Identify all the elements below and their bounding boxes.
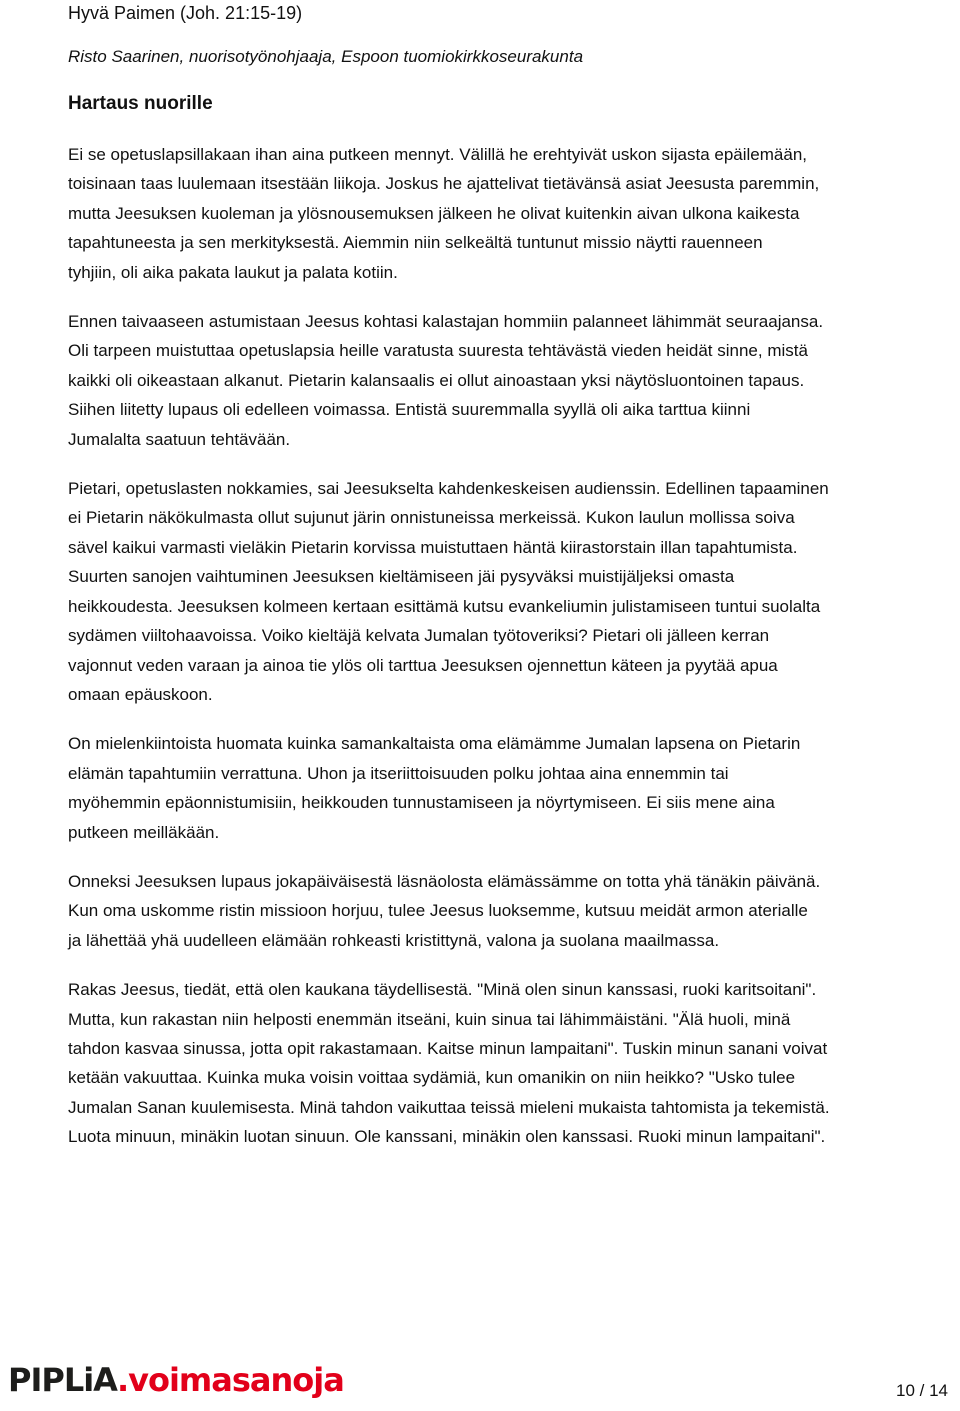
text-line: ja lähettää yhä uudelleen elämään rohkeasti kristittynä, valona ja suolana maailmassa. (68, 930, 720, 950)
logo-dot: . (116, 1361, 129, 1399)
text-line: toisinaan taas luulemaan itsestään liikoja. Joskus he ajattelivat tietävänsä asiat Jeesusta paremmin, (68, 174, 820, 194)
text-line: Rakas Jeesus, tiedät, että olen kaukana täydellisestä. "Minä olen sinun kanssasi, ruoki karitsoitani". (68, 980, 817, 1000)
text-line: Onneksi Jeesuksen lupaus jokapäiväisestä läsnäolosta elämässämme on totta yhä tänäkin päivänä. (68, 871, 821, 891)
text-line: vajonnut veden varaan ja ainoa tie ylös oli tarttua Jeesuksen ojennettun käteen ja pyytää apua (68, 655, 778, 675)
text-line: myöhemmin epäonnistumisiin, heikkouden tunnustamiseen ja nöyrtymiseen. Ei siis mene aina (68, 793, 775, 813)
text-line: tyhjiin, oli aika pakata laukut ja palata kotiin. (68, 262, 398, 282)
text-line: omaan epäuskoon. (68, 684, 213, 704)
text-line: Siihen liitetty lupaus oli edelleen voimassa. Entistä suuremmalla syyllä oli aika tarttua kiinni (68, 400, 751, 420)
text-line: elämän tapahtumiin verrattuna. Uhon ja itseriittoisuuden polku johtaa aina ennemmin tai (68, 763, 729, 783)
text-line: sävel kaikui varmasti vieläkin Pietarin korvissa muistuttaen häntä kiirastorstain illan tapahtumista. (68, 537, 798, 557)
paragraph (68, 474, 960, 709)
text-line: mutta Jeesuksen kuoleman ja ylösnousemuksen jälkeen he olivat kuitenkin aivan ulkona kaikesta (68, 203, 800, 223)
document-title: Hyvä Paimen (Joh. 21:15-19) (68, 3, 303, 23)
text-line: Jumalalta saatuun tehtävään. (68, 429, 291, 449)
text-line: Suurten sanojen vaihtuminen Jeesuksen kieltämiseen jäi pysyväksi muistijäljeksi omasta (68, 567, 735, 587)
paragraph (68, 307, 960, 454)
text-line: sydämen viiltohaavoissa. Voiko kieltäjä kelvata Jumalan työtoveriksi? Pietari oli jälleen kerran (68, 626, 770, 646)
text-line: ketään vakuuttaa. Kuinka muka voisin voittaa sydämiä, kun omanikin on niin heikko? "Usko tulee (68, 1068, 796, 1088)
text-line: On mielenkiintoista huomata kuinka samankaltaista oma elämämme Jumalan lapsena on Pietarin (68, 734, 801, 754)
text-line: ei Pietarin näkökulmasta ollut sujunut järin onnistuneissa merkeissä. Kukon laulun mollissa soiva (68, 508, 795, 528)
paragraph (68, 729, 960, 847)
page-number: 10 / 14 (896, 1381, 948, 1400)
logo-brand-text: PIPLiA (8, 1361, 117, 1399)
text-line: Pietari, opetuslasten nokkamies, sai Jeesukselta kahdenkeskeisen audienssin. Edellinen tapaaminen (68, 479, 829, 499)
text-line: Jumalan Sanan kuulemisesta. Minä tahdon vaikuttaa teissä mieleni mukaista tahtomista ja tekemistä. (68, 1097, 830, 1117)
text-line: heikkoudesta. Jeesuksen kolmeen kertaan esittämä kutsu evankeliumin julistamiseen tuntui suolalta (68, 596, 821, 616)
document-subtitle: Hartaus nuorille (68, 93, 213, 114)
text-line: Kun oma uskomme ristin missioon horjuu, tulee Jeesus luoksemme, kutsuu meidät armon aterialle (68, 901, 808, 921)
author-line: Risto Saarinen, nuorisotyönohjaaja, Espoon tuomiokirkkoseurakunta (68, 47, 584, 66)
text-line: putkeen meilläkään. (68, 822, 220, 842)
text-line: tapahtuneesta ja sen merkityksestä. Aiemmin niin selkeältä tuntunut missio näytti rauenneen (68, 233, 763, 253)
body-text (68, 140, 960, 1172)
logo-product-text: voimasanoja (128, 1361, 344, 1399)
text-line: Luota minuun, minäkin luotan sinuun. Ole kanssani, minäkin olen kanssasi. Ruoki minun lampaitani". (68, 1127, 826, 1147)
piplia-voimasanoja-logo (8, 1360, 344, 1400)
text-line: kaikki oli oikeastaan alkanut. Pietarin kalansaalis ei ollut ainoastaan yksi näytösluontoinen tapaus. (68, 370, 805, 390)
text-line: tahdon kasvaa sinussa, jotta opit rakastamaan. Kaitse minun lampaitani". Tuskin minun sanani voivat (68, 1038, 828, 1058)
text-line: Ei se opetuslapsillakaan ihan aina putkeen mennyt. Välillä he erehtyivät uskon sijasta epäilemään, (68, 145, 808, 164)
paragraph (68, 867, 960, 955)
text-line: Oli tarpeen muistuttaa opetuslapsia heille varatusta suuresta tehtävästä vieden heidät sinne, mistä (68, 341, 808, 361)
text-line: Ennen taivaaseen astumistaan Jeesus kohtasi kalastajan hommiin palanneet lähimmät seuraajansa. (68, 312, 824, 332)
paragraph (68, 975, 960, 1151)
paragraph (68, 140, 960, 287)
text-line: Mutta, kun rakastan niin helposti enemmän itseäni, kuin sinua tai lähimmäistäni. "Älä huoli, minä (68, 1009, 791, 1029)
